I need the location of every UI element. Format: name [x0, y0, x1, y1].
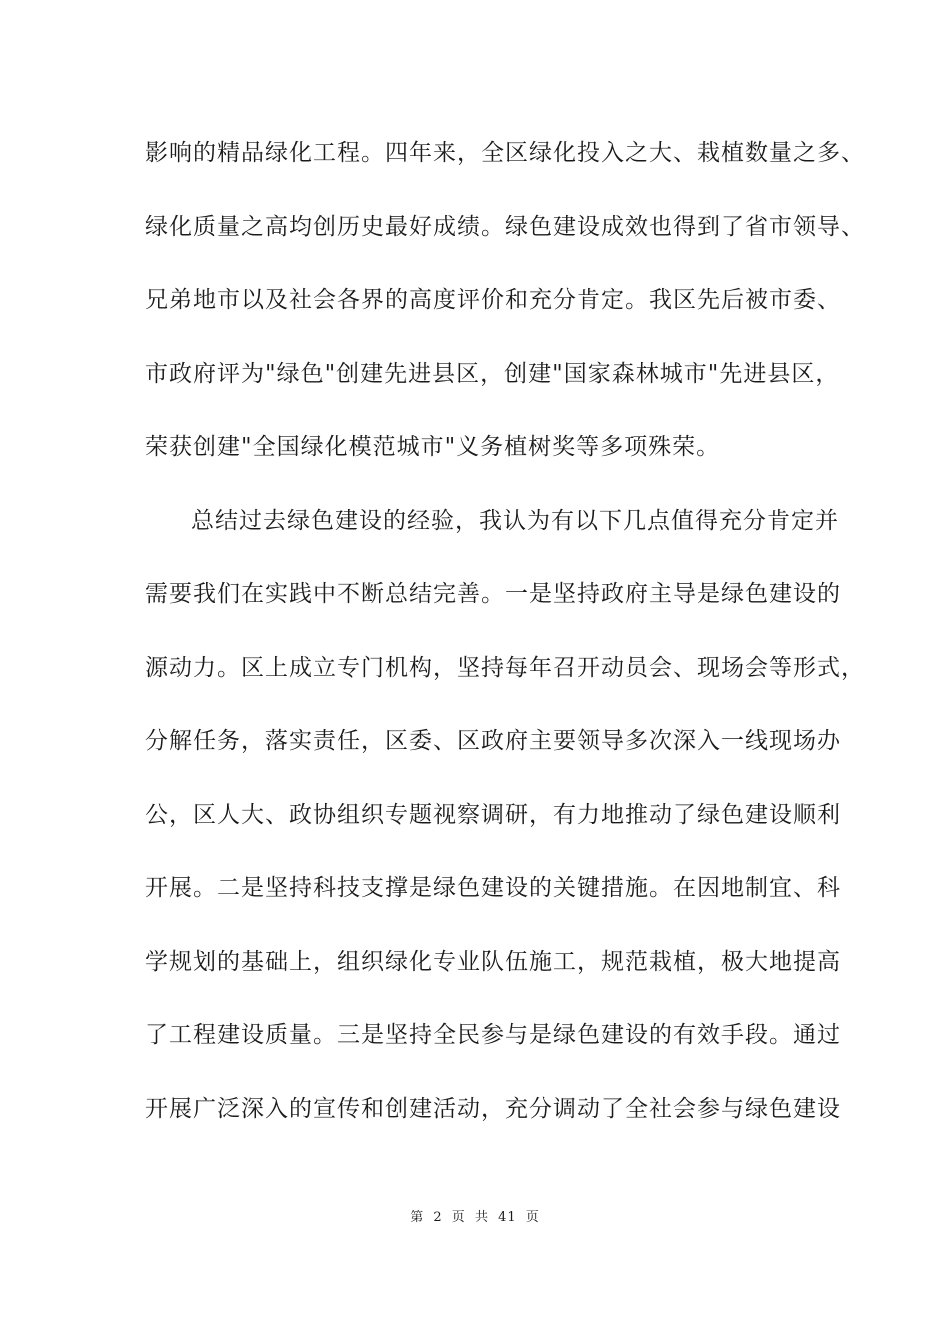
text-line: 市政府评为"绿色"创建先进县区，创建"国家森林城市"先进县区， [145, 360, 840, 387]
text-line: 开展。二是坚持科技支撑是绿色建设的关键措施。在因地制宜、科 [145, 875, 841, 901]
text-line: 学规划的基础上，组织绿化专业队伍施工，规范栽植，极大地提高 [145, 948, 841, 975]
footer-suffix: 页 [525, 1210, 540, 1225]
page-footer [0, 1208, 950, 1228]
text-line: 分解任务，落实责任，区委、区政府主要领导多次深入一线现场办 [145, 728, 841, 754]
text-line: 兄弟地市以及社会各界的高度评价和充分肯定。我区先后被市委、 [145, 287, 841, 313]
text-line: 影响的精品绿化工程。四年来，全区绿化投入之大、栽植数量之多、 [145, 140, 865, 166]
text-line: 开展广泛深入的宣传和创建活动，充分调动了全社会参与绿色建设 [145, 1095, 841, 1122]
footer-page-word: 页 [451, 1210, 466, 1225]
text-line: 需要我们在实践中不断总结完善。一是坚持政府主导是绿色建设的 [145, 581, 841, 607]
footer-total-prefix: 共 [474, 1210, 489, 1225]
text-line: 源动力。区上成立专门机构，坚持每年召开动员会、现场会等形式， [145, 654, 865, 681]
footer-current-page: 2 [433, 1210, 443, 1225]
text-line: 荣获创建"全国绿化模范城市"义务植树奖等多项殊荣。 [145, 434, 721, 460]
body-text [145, 133, 865, 1162]
text-line: 绿化质量之高均创历史最好成绩。绿色建设成效也得到了省市领导、 [145, 213, 865, 240]
text-line: 公，区人大、政协组织专题视察调研，有力地推动了绿色建设顺利 [145, 801, 841, 828]
text-line: 了工程建设质量。三是坚持全民参与是绿色建设的有效手段。通过 [145, 1022, 841, 1048]
footer-prefix: 第 [410, 1210, 425, 1225]
footer-total-pages: 41 [498, 1210, 517, 1225]
paragraph-start-line: 总结过去绿色建设的经验，我认为有以下几点值得充分肯定并 [191, 507, 839, 534]
